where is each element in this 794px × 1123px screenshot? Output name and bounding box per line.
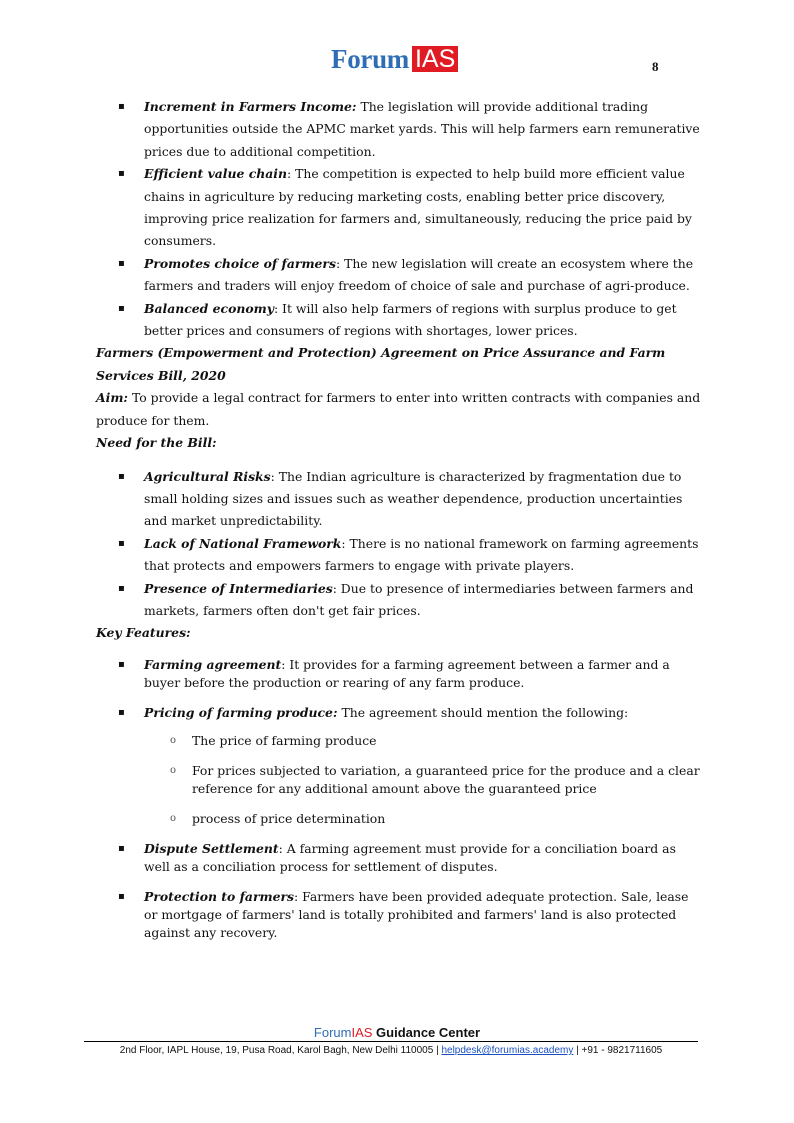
list-item — [96, 298, 701, 343]
features-list — [96, 656, 701, 942]
features-heading: Key Features: — [96, 625, 191, 641]
bullet-term: Balanced economy — [144, 300, 274, 316]
footer-email-link[interactable]: helpdesk@forumias.academy — [441, 1045, 574, 1056]
bullet-term: Pricing of farming produce: — [144, 704, 338, 720]
aim-text: To provide a legal contract for farmers to enter into written contracts with companies and produce for them. — [96, 390, 701, 428]
document-body — [96, 96, 701, 954]
bullet-text: : A farming agreement must provide for a conciliation board as well as a conciliation process for settlement of disputes. — [144, 840, 676, 874]
footer-address-text: 2nd Floor, IAPL House, 19, Pusa Road, Karol Bagh, New Delhi 110005 | — [119, 1045, 442, 1056]
sub-list-item: o For prices subjected to variation, a guaranteed price for the produce and a clear reference for any additional amount above the guaranteed price — [144, 762, 701, 798]
footer-brand-forum: Forum — [313, 1025, 352, 1040]
list-item — [96, 253, 701, 298]
list-item — [96, 96, 701, 163]
bullet-text: : There is no national framework on farming agreements that protects and empowers farmers to engage with private players. — [144, 535, 699, 574]
bullet-term: Agricultural Risks — [144, 468, 271, 484]
footer-brand-suffix: Guidance Center — [372, 1025, 481, 1040]
bullet-term: Promotes choice of farmers — [144, 255, 336, 271]
bullet-text: : It provides for a farming agreement between a farmer and a buyer before the production or rearing of any farm produce. — [144, 656, 670, 690]
list-item — [96, 840, 701, 876]
bullet-text: The legislation will provide additional trading opportunities outside the APMC market yards. This will help farmers earn remunerative prices due to additional competition. — [144, 99, 700, 159]
list-item — [96, 704, 701, 828]
footer-phone: | +91 - 9821711605 — [573, 1045, 663, 1056]
bill-title: Farmers (Empowerment and Protection) Agreement on Price Assurance and Farm Services Bill, 2020 — [96, 345, 666, 383]
bullet-text: The agreement should mention the following: — [337, 704, 629, 720]
footer-address — [84, 1045, 698, 1056]
page-number: 8 — [652, 59, 659, 74]
bullet-text: : The new legislation will create an ecosystem where the farmers and traders will enjoy freedom of choice of sale and purchase of agri-produce. — [144, 255, 694, 294]
benefits-list — [96, 96, 701, 342]
bullet-text: : The competition is expected to help build more efficient value chains in agriculture by reducing marketing costs, enabling better price discovery, improving price realization for farmers and, simultaneously, reducing the price paid by consumers. — [144, 166, 692, 249]
list-item — [96, 533, 701, 578]
bullet-term: Efficient value chain — [144, 166, 288, 182]
logo-ias-text: IAS — [412, 46, 458, 72]
list-item — [96, 163, 701, 253]
footer-divider — [84, 1041, 698, 1042]
bullet-text: : Due to presence of intermediaries between farmers and markets, farmers often don't get fair prices. — [144, 580, 694, 618]
pricing-sublist — [144, 732, 701, 828]
footer-brand-ias: IAS — [351, 1025, 373, 1040]
need-heading: Need for the Bill: — [96, 435, 217, 451]
need-list — [96, 466, 701, 623]
forumias-logo — [331, 43, 458, 74]
bullet-text: : The Indian agriculture is characterized by fragmentation due to small holding sizes and issues such as weather dependence, production uncertainties and market unpredictability. — [144, 468, 683, 529]
bullet-text: : Farmers have been provided adequate protection. Sale, lease or mortgage of farmers' land is totally prohibited and farmers' land is also protected against any recovery. — [144, 888, 689, 940]
aim-paragraph — [96, 387, 701, 432]
bullet-term: Lack of National Framework — [144, 535, 342, 551]
list-item — [96, 578, 701, 623]
bullet-text: : It will also help farmers of regions with surplus produce to get better prices and consumers of regions with shortages, lower prices. — [144, 300, 677, 339]
footer-brand — [0, 1025, 794, 1040]
bullet-term: Dispute Settlement — [144, 840, 279, 856]
list-item — [96, 888, 701, 942]
aim-label: Aim: — [96, 390, 129, 406]
bullet-term: Increment in Farmers Income: — [144, 99, 357, 114]
bullet-term: Farming agreement — [144, 656, 282, 672]
logo-forum-text: Forum — [331, 43, 409, 74]
bullet-term: Presence of Intermediaries — [144, 580, 333, 596]
list-item — [96, 656, 701, 692]
sub-list-item: o The price of farming produce — [144, 732, 701, 750]
list-item — [96, 466, 701, 533]
sub-list-item: o process of price determination — [144, 810, 701, 828]
bullet-term: Protection to farmers — [144, 888, 294, 904]
